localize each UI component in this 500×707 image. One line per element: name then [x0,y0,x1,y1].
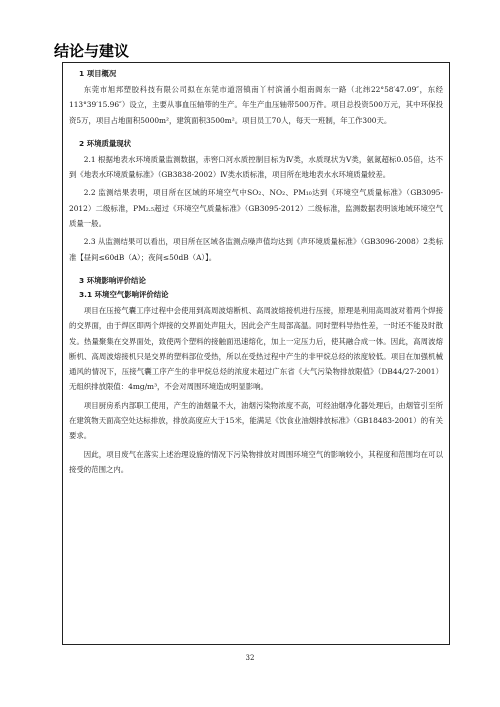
page-title: 结论与建议 [54,42,130,60]
content-box [62,62,450,645]
paragraph: 因此，项目废气在落实上述治理设施的情况下污染物排放对周围环境空气的影响较小，其程度和范围均在可以接受的范围之内。 [69,449,443,474]
section-heading: 1 项目概况 [79,69,117,78]
paragraph: 项目厨房系内部职工使用，产生的油烟量不大，油烟污染物浓度不高，可经油烟净化器处理后，由烟管引至所在建筑物天面高空处达标排放，排放高度应大于15米，能满足《饮食业油烟排放标准》（GB18483-2001）的有关要求。 [69,400,443,441]
paragraph: 2.3 从监测结果可以看出，项目所在区域各监测点噪声值均达到《声环境质量标准》（GB3096-2008）2类标准【昼间≤60dB（A）；夜间≤50dB（A）】。 [69,237,443,262]
section-heading: 2 环境质量现状 [79,138,132,148]
paragraph: 项目在压接气囊工序过程中会使用到高周波熔断机、高周波熔接机进行压接，原理是利用高周波对着两个焊接的交界面，由于焊区即两个焊接的交界面处声阻大，因此会产生局部高温。同时塑料导热性差，一时还不能及时散发。热量聚集在交界面处，致使两个塑料的接触面迅速熔化，加上一定压力后，使其融合成一体。因此，高周波熔断机、高周波熔接机只是交界的塑料部位受热，所以在受热过程中产生的非甲烷总烃的浓度较低。项目在加强机械通风的情况下，压接气囊工序产生的非甲烷总烃的浓度未超过广东省《大气污染物排放限值》（DB44/27-2001）无组织排放限值：4mg/m³，不会对周围环境造成明显影响。 [69,305,443,392]
subsection-heading: 3.1 环境空气影响评价结论 [79,289,169,299]
paragraph: 2.1 根据地表水环境质量监测数据，赤窖口河水质控制目标为Ⅳ类，水质现状为Ⅴ类，氨氮超标0.05倍，达不到《地表水环境质量标准》（GB3838-2002）Ⅳ类水质标准，项目所在地地表水水环境质量较差。 [69,154,443,180]
paragraph: 东莞市旭邦塑胶科技有限公司拟在东莞市道滘镇南丫村滨涌小组南阁东一路（北纬22°58′47.09″，东经113°39′15.96″）设立，主要从事血压轴带的生产。年生产血压轴带500万件。项目总投资500万元，其中环保投资5万，项目占地面积5000m²，建筑面积3500m²。项目员工70人，每天一班制，年工作300天。 [69,85,443,125]
section-heading: 3 环境影响评价结论 [79,275,146,285]
page-number: 32 [245,654,255,662]
paragraph: 2.2 监测结果表明，项目所在区域的环境空气中SO₂、NO₂、PM₁₀达到《环境空气质量标准》（GB3095-2012）二级标准，PM₂.₅超过《环境空气质量标准》（GB3095-2012）二级标准，监测数据表明该地域环境空气质量一般。 [69,188,443,229]
